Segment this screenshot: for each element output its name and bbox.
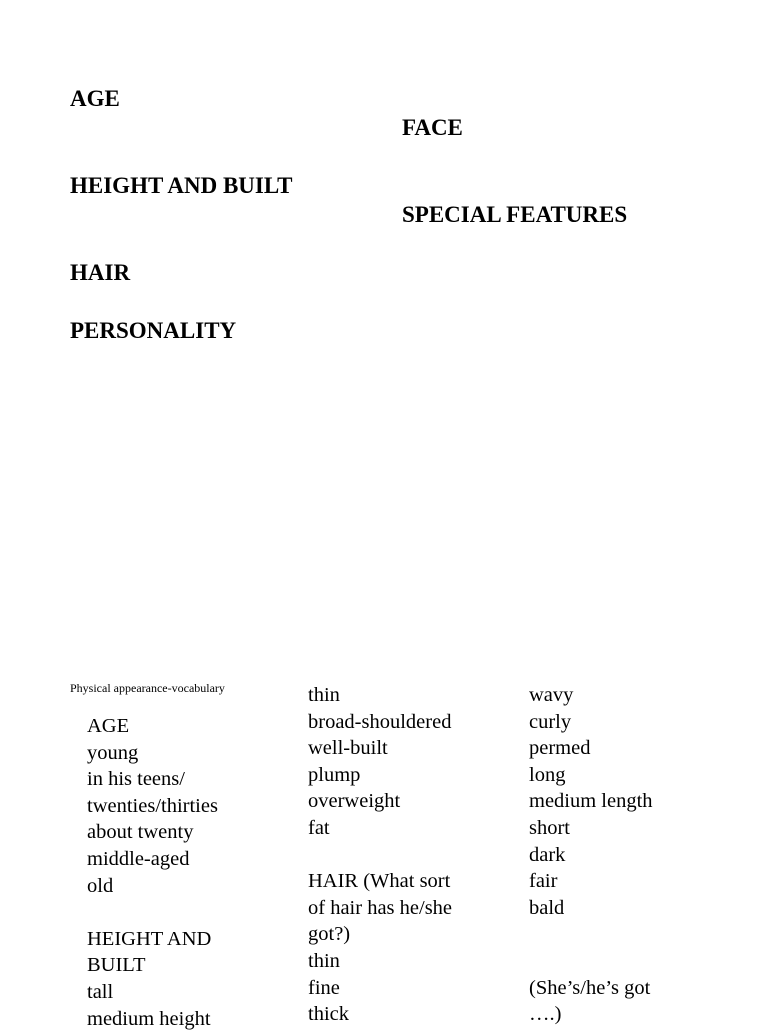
vocabulary-word: middle-aged — [87, 847, 190, 870]
vocabulary-word: thin — [308, 684, 340, 706]
vocabulary-column-1 — [87, 713, 218, 1032]
vocabulary-word: fine — [308, 976, 340, 999]
vocabulary-word: twenties/thirties — [87, 794, 218, 817]
vocabulary-word: plump — [308, 763, 361, 786]
vocabulary-word: ….) — [529, 1003, 562, 1026]
vocabulary-word: of hair has he/she — [308, 896, 453, 919]
vocabulary-word: overweight — [308, 790, 401, 813]
heading-age: AGE — [70, 86, 120, 111]
vocabulary-word: about twenty — [87, 821, 194, 844]
vocabulary-word: fair — [529, 870, 558, 893]
vocabulary-word: in his teens/ — [87, 768, 185, 791]
vocabulary-word: bald — [529, 896, 565, 919]
blank-line — [529, 921, 653, 948]
vocabulary-word: medium length — [529, 790, 653, 813]
heading-special-features: SPECIAL FEATURES — [402, 202, 628, 227]
vocabulary-word: HEIGHT AND — [87, 927, 212, 950]
vocabulary-word: fat — [308, 816, 330, 839]
vocabulary-word: long — [529, 763, 566, 786]
vocabulary-word: old — [87, 874, 114, 897]
heading-hair: HAIR — [70, 260, 131, 285]
vocabulary-word: permed — [529, 737, 591, 760]
vocabulary-column-3 — [529, 682, 653, 1028]
vocabulary-word: thin — [308, 949, 340, 972]
blank-line — [529, 948, 653, 975]
vocabulary-word: got?) — [308, 923, 351, 946]
vocabulary-word: young — [87, 741, 139, 764]
vocabulary-word: short — [529, 816, 570, 839]
vocabulary-word: broad-shouldered — [308, 710, 452, 733]
heading-face: FACE — [402, 115, 463, 140]
vocabulary-word: BUILT — [87, 954, 146, 977]
vocabulary-column-2 — [308, 682, 452, 1028]
vocabulary-word: HAIR (What sort — [308, 870, 451, 893]
vocabulary-word: tall — [87, 980, 114, 1003]
vocabulary-word: well-built — [308, 737, 388, 760]
vocabulary-word: wavy — [529, 684, 574, 706]
vocabulary-word: (She’s/he’s got — [529, 976, 651, 999]
vocabulary-word: AGE — [87, 715, 130, 737]
heading-height-and-built: HEIGHT AND BUILT — [70, 173, 293, 198]
blank-line — [308, 842, 452, 869]
vocabulary-caption: Physical appearance-vocabulary — [70, 681, 225, 695]
heading-personality: PERSONALITY — [70, 318, 237, 343]
vocabulary-word: dark — [529, 843, 566, 866]
blank-line — [87, 899, 218, 926]
vocabulary-word: medium height — [87, 1007, 211, 1030]
vocabulary-word: thick — [308, 1003, 349, 1026]
vocabulary-word: curly — [529, 710, 572, 733]
